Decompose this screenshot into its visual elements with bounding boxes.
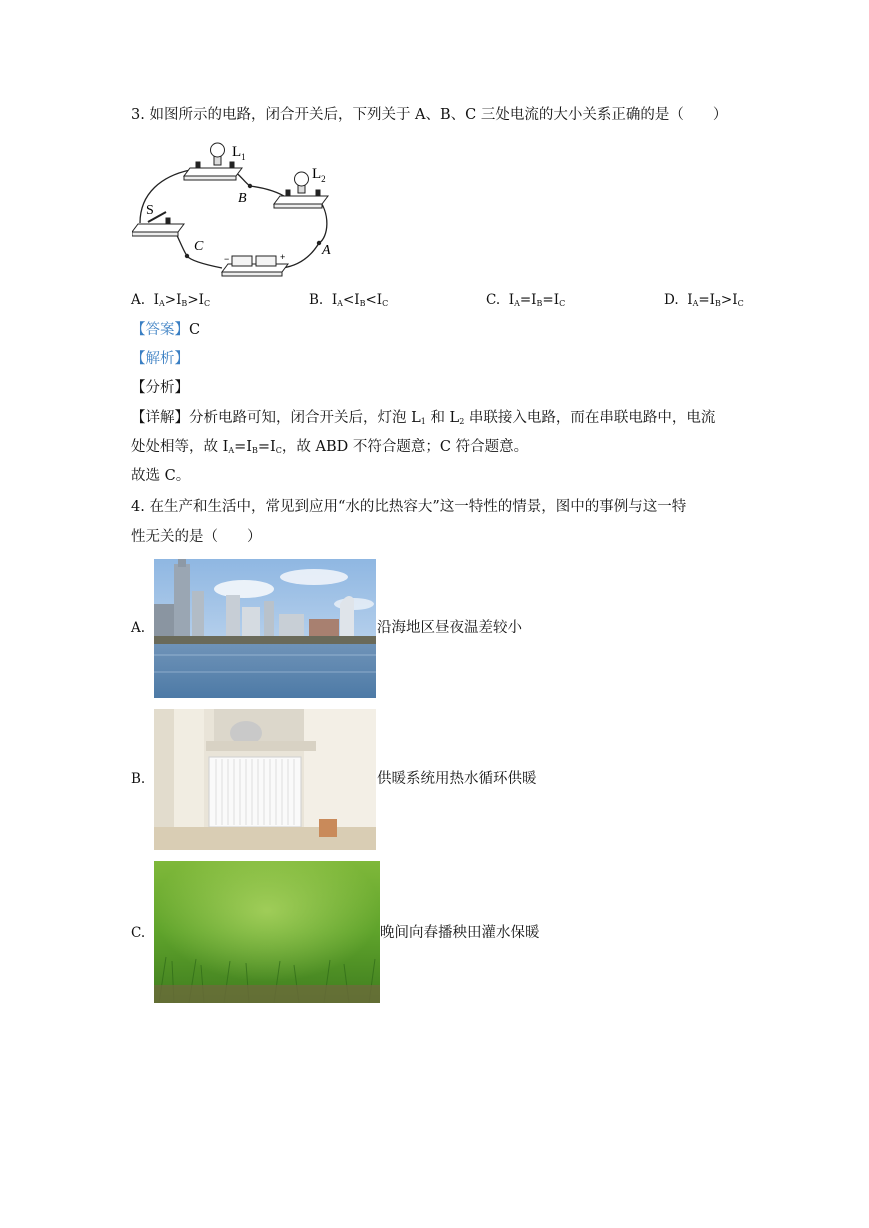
radiator-image bbox=[154, 709, 376, 850]
q4-option-a-label[interactable]: A. bbox=[131, 620, 146, 636]
fenxi-label: 【分析】 bbox=[131, 380, 189, 396]
q3-option-d[interactable]: D. $I_A=I_B>I_C$ bbox=[664, 292, 744, 308]
q3-option-a[interactable]: A. $I_A>I_B>I_C$ bbox=[131, 292, 211, 308]
answer-label: 【答案】 bbox=[131, 322, 189, 338]
detail-line-2: 处处相等，故 $I_A=I_B=I_C$，故 ABD 不符合题意；C 符合题意。 bbox=[131, 439, 529, 455]
rice-field-image bbox=[154, 861, 380, 1003]
label-c: C bbox=[194, 239, 204, 254]
q3-stem: 3. 如图所示的电路，闭合开关后，下列关于 A、B、C 三处电流的大小关系正确的是（ ） bbox=[131, 107, 728, 123]
answer-line bbox=[131, 320, 200, 340]
conclusion: 故选 C。 bbox=[131, 468, 191, 484]
q4-option-b-caption: 供暖系统用热水循环供暖 bbox=[377, 771, 537, 787]
label-l1: $L_1$ bbox=[232, 144, 246, 162]
analysis-label: 【解析】 bbox=[131, 351, 189, 367]
label-a: A bbox=[322, 243, 331, 258]
circuit-diagram bbox=[132, 138, 340, 286]
label-minus: − bbox=[224, 254, 230, 264]
q4-option-a-caption: 沿海地区昼夜温差较小 bbox=[377, 620, 522, 636]
q4-stem-line-1: 4. 在生产和生活中，常见到应用“水的比热容大”这一特性的情景，图中的事例与这一特 bbox=[131, 499, 687, 515]
q4-option-c-label[interactable]: C. bbox=[131, 925, 146, 941]
coastal-city-image bbox=[154, 559, 376, 698]
label-b: B bbox=[238, 191, 247, 206]
q3-option-c[interactable]: C. $I_A=I_B=I_C$ bbox=[486, 292, 566, 308]
label-s: S bbox=[146, 203, 154, 218]
q4-option-c-caption: 晚间向春播秧田灌水保暖 bbox=[380, 925, 540, 941]
q4-option-b-label[interactable]: B. bbox=[131, 771, 146, 787]
detail-line-1: 【详解】分析电路可知，闭合开关后，灯泡 $L_1$ 和 $L_2$ 串联接入电路，而在串联电路中，电流 bbox=[131, 410, 716, 426]
label-l2: $L_2$ bbox=[312, 166, 326, 184]
q4-stem-line-2: 性无关的是（ ） bbox=[131, 529, 262, 545]
q3-option-b[interactable]: B. $I_A<I_B<I_C$ bbox=[309, 292, 389, 308]
answer-value: C bbox=[189, 322, 201, 338]
label-plus: + bbox=[280, 252, 286, 262]
